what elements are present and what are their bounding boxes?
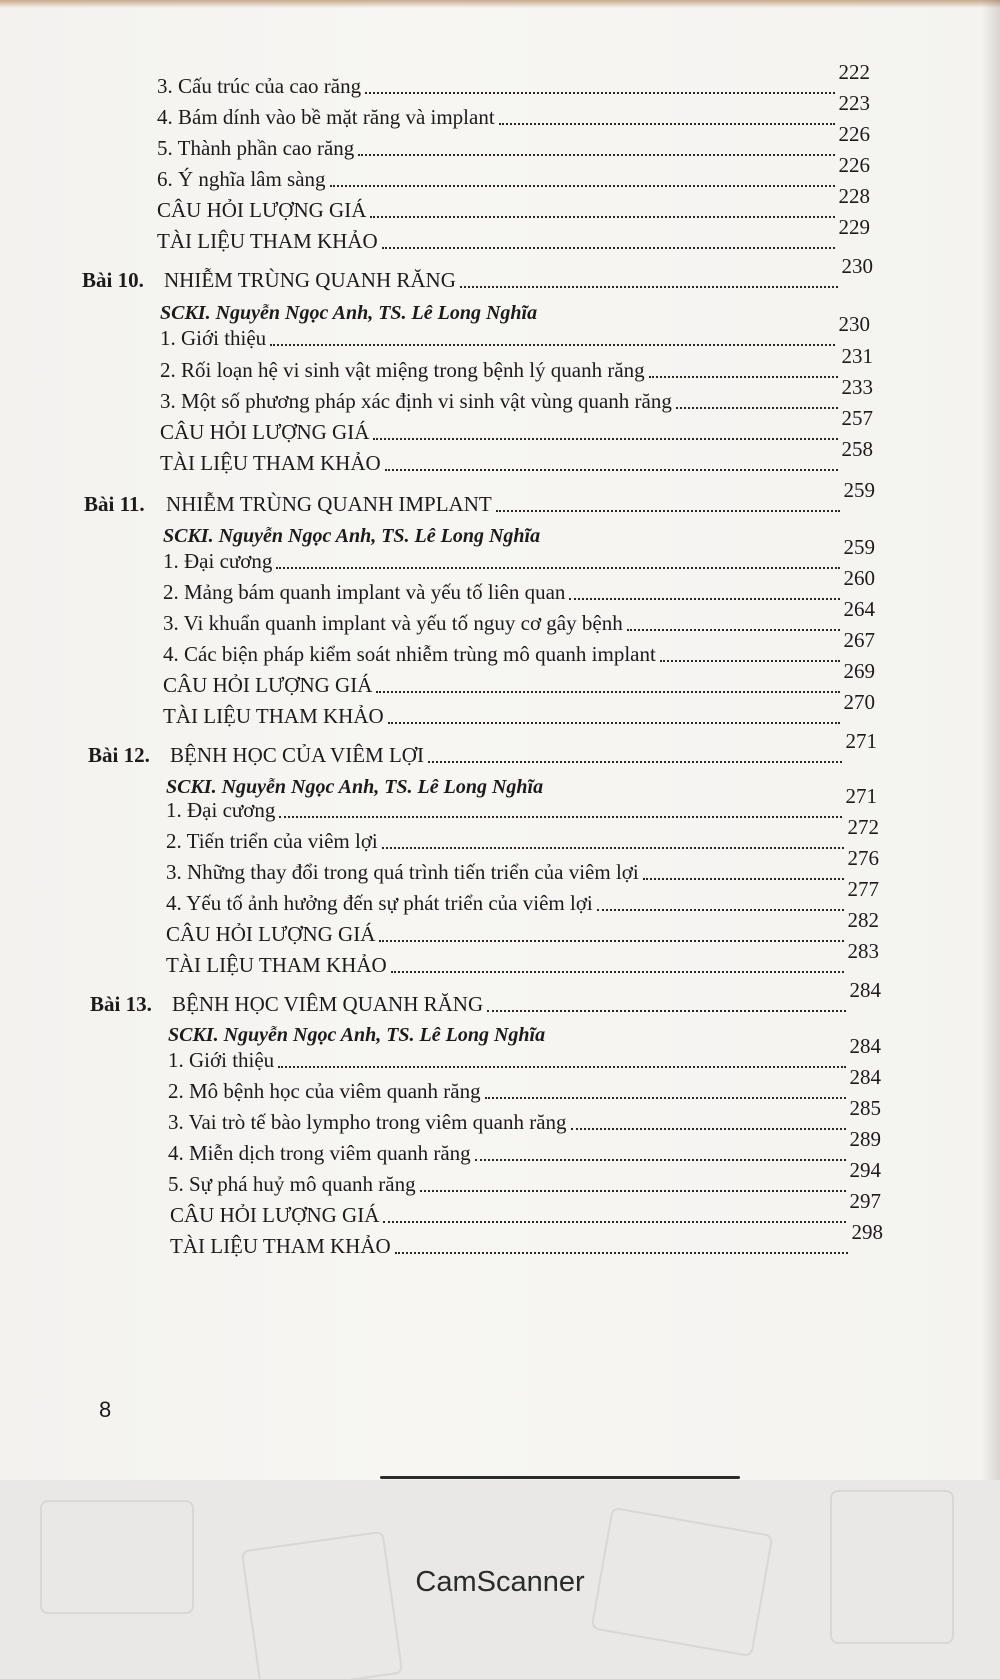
toc-entry-row — [160, 375, 873, 414]
toc-dot-leader — [487, 1010, 845, 1012]
toc-dot-leader — [571, 1128, 846, 1130]
toc-dot-leader — [365, 92, 834, 94]
toc-entry-row — [160, 437, 873, 476]
toc-dot-leader — [627, 629, 840, 631]
toc-dot-leader — [278, 1066, 845, 1068]
toc-page-number: 298 — [851, 1220, 883, 1244]
toc-entry-title: 4. Các biện pháp kiểm soát nhiễm trùng mô quanh implant — [163, 642, 656, 666]
scanner-footer — [0, 1480, 1000, 1679]
toc-entry-title: 3. Vai trò tế bào lympho trong viêm quanh răng — [168, 1110, 567, 1134]
toc-entry-title: 3. Vi khuẩn quanh implant và yếu tố nguy cơ gây bệnh — [163, 611, 623, 635]
toc-page-number: 284 — [849, 978, 881, 1002]
toc-entry-title: 2. Mô bệnh học của viêm quanh răng — [168, 1079, 481, 1103]
toc-dot-leader — [276, 567, 839, 569]
toc-entry-row — [163, 690, 875, 729]
toc-entry-row — [168, 1127, 881, 1166]
toc-dot-leader — [358, 154, 834, 156]
toc-entry-title: 5. Sự phá huỷ mô quanh răng — [168, 1172, 416, 1196]
toc-entry-row — [163, 628, 875, 667]
toc-entry-title: 6. Ý nghĩa lâm sàng — [157, 167, 326, 191]
toc-dot-leader — [279, 816, 841, 818]
toc-dot-leader — [475, 1159, 846, 1161]
toc-dot-leader — [379, 940, 843, 942]
toc-page-number: 270 — [843, 690, 875, 714]
toc-entry-row — [168, 1158, 881, 1197]
toc-dot-leader — [330, 185, 835, 187]
toc-page-number: 282 — [847, 908, 879, 932]
toc-dot-leader — [370, 216, 834, 218]
toc-page-number: 271 — [845, 784, 877, 808]
toc-page-number: 260 — [843, 566, 875, 590]
toc-lesson-number: Bài 12. — [88, 743, 150, 767]
toc-entry-title: TÀI LIỆU THAM KHẢO — [163, 704, 384, 728]
toc-entry-title: CÂU HỎI LƯỢNG GIÁ — [163, 673, 373, 697]
toc-page-number: 285 — [849, 1096, 881, 1120]
toc-dot-leader — [270, 344, 834, 346]
toc-entry-title: 3. Những thay đổi trong quá trình tiến triển của viêm lợi — [166, 860, 639, 884]
toc-lesson-row — [90, 978, 881, 1017]
toc-entry-title: 1. Giới thiệu — [168, 1048, 275, 1072]
toc-entry-title: 2. Tiến triển của viêm lợi — [166, 829, 378, 853]
toc-page-number: 222 — [838, 60, 870, 84]
toc-entry-row — [166, 877, 879, 916]
watermark-page-icon — [241, 1531, 404, 1679]
toc-entry-title: CÂU HỎI LƯỢNG GIÁ — [160, 420, 370, 444]
toc-dot-leader — [382, 247, 835, 249]
toc-page-number: 230 — [841, 254, 873, 278]
toc-dot-leader — [676, 407, 838, 409]
toc-entry-title: 1. Đại cương — [166, 798, 276, 822]
toc-dot-leader — [388, 722, 840, 724]
toc-entry-title: TÀI LIỆU THAM KHẢO — [160, 451, 381, 475]
toc-dot-leader — [649, 376, 838, 378]
toc-entry-row — [170, 1189, 881, 1228]
toc-entry-row — [168, 1065, 881, 1104]
page-bottom-edge — [380, 1476, 740, 1479]
toc-page-number: 231 — [841, 344, 873, 368]
toc-dot-leader — [428, 761, 842, 763]
toc-entry-row — [163, 597, 875, 636]
toc-lesson-number: Bài 10. — [82, 268, 144, 292]
toc-entry-row — [163, 659, 875, 698]
toc-page-number: 264 — [843, 597, 875, 621]
toc-dot-leader — [373, 438, 837, 440]
toc-page-number: 258 — [841, 437, 873, 461]
toc-page-number: 276 — [847, 846, 879, 870]
toc-dot-leader — [385, 469, 838, 471]
toc-page-number: 297 — [849, 1189, 881, 1213]
toc-entry-row — [163, 566, 875, 605]
toc-entry-row — [166, 815, 879, 854]
toc-page-number: 229 — [838, 215, 870, 239]
toc-entry-title: CÂU HỎI LƯỢNG GIÁ — [170, 1203, 380, 1227]
toc-entry-title: 3. Cấu trúc của cao răng — [157, 74, 362, 98]
toc-entry-title: CÂU HỎI LƯỢNG GIÁ — [157, 198, 367, 222]
toc-author: SCKI. Nguyễn Ngọc Anh, TS. Lê Long Nghĩa — [166, 776, 544, 798]
toc-entry-title: 4. Bám dính vào bề mặt răng và implant — [157, 105, 495, 129]
toc-entry-title: 4. Miễn dịch trong viêm quanh răng — [168, 1141, 471, 1165]
toc-dot-leader — [395, 1252, 848, 1254]
toc-dot-leader — [460, 286, 838, 288]
toc-lesson-title: BỆNH HỌC CỦA VIÊM LỢI — [170, 743, 424, 767]
toc-page-number: 284 — [849, 1034, 881, 1058]
toc-dot-leader — [420, 1190, 846, 1192]
toc-entry-row — [157, 215, 870, 254]
toc-lesson-number: Bài 13. — [90, 992, 152, 1016]
toc-page-number: 284 — [849, 1065, 881, 1089]
toc-page-number: 228 — [838, 184, 870, 208]
toc-lesson-title: NHIỄM TRÙNG QUANH IMPLANT — [166, 492, 492, 516]
toc-entry-title: TÀI LIỆU THAM KHẢO — [166, 953, 387, 977]
toc-entry-title: 3. Một số phương pháp xác định vi sinh vật vùng quanh răng — [160, 389, 672, 413]
page-number: 8 — [99, 1397, 112, 1422]
toc-page-number: 269 — [843, 659, 875, 683]
toc-lesson-row — [82, 254, 873, 293]
toc-lesson-number: Bài 11. — [84, 492, 145, 516]
toc-entry-row — [160, 344, 873, 383]
toc-lesson-title: NHIỄM TRÙNG QUANH RĂNG — [164, 268, 456, 292]
toc-entry-title: 2. Mảng bám quanh implant và yếu tố liên quan — [163, 580, 566, 604]
toc-dot-leader — [499, 123, 835, 125]
toc-entry-row — [160, 406, 873, 445]
toc-entry-row — [157, 184, 870, 223]
toc-lesson-title: BỆNH HỌC VIÊM QUANH RĂNG — [172, 992, 484, 1016]
toc-dot-leader — [485, 1097, 846, 1099]
toc-page-number: 233 — [841, 375, 873, 399]
toc-page-number: 277 — [847, 877, 879, 901]
toc-entry-title: TÀI LIỆU THAM KHẢO — [170, 1234, 391, 1258]
toc-dot-leader — [496, 510, 840, 512]
toc-page-number: 289 — [849, 1127, 881, 1151]
toc-dot-leader — [391, 971, 844, 973]
toc-entry-row — [166, 908, 879, 947]
toc-dot-leader — [376, 691, 839, 693]
toc-entry-title: 4. Yếu tố ảnh hưởng đến sự phát triển của viêm lợi — [166, 891, 593, 915]
toc-page-number: 259 — [843, 478, 875, 502]
toc-entry-row — [170, 1220, 883, 1259]
toc-page-number: 257 — [841, 406, 873, 430]
toc-dot-leader — [382, 847, 844, 849]
toc-dot-leader — [660, 660, 840, 662]
toc-page-number: 271 — [845, 729, 877, 753]
toc-entry-row — [157, 122, 870, 161]
toc-dot-leader — [383, 1221, 845, 1223]
toc-page-number: 230 — [838, 312, 870, 336]
toc-lesson-row — [84, 478, 875, 517]
toc-entry-row — [157, 91, 870, 130]
toc-dot-leader — [569, 598, 839, 600]
toc-entry-title: 5. Thành phần cao răng — [157, 136, 355, 160]
toc-entry-row — [157, 153, 870, 192]
toc-page-number: 294 — [849, 1158, 881, 1182]
toc-page-number: 283 — [847, 939, 879, 963]
toc-lesson-row — [88, 729, 877, 768]
toc-entry-title: TÀI LIỆU THAM KHẢO — [157, 229, 378, 253]
camscanner-logo-text: CamScanner — [415, 1566, 585, 1598]
toc-entry-row — [157, 60, 870, 99]
toc-entry-title: CÂU HỎI LƯỢNG GIÁ — [166, 922, 376, 946]
toc-entry-row — [166, 939, 879, 978]
toc-page-number: 226 — [838, 153, 870, 177]
toc-page-number: 223 — [838, 91, 870, 115]
toc-dot-leader — [643, 878, 844, 880]
toc-entry-row — [166, 846, 879, 885]
toc-page-number: 226 — [838, 122, 870, 146]
toc-author: SCKI. Nguyễn Ngọc Anh, TS. Lê Long Nghĩa — [168, 1024, 546, 1046]
toc-dot-leader — [597, 909, 844, 911]
toc-page-number: 259 — [843, 535, 875, 559]
toc-page-number: 267 — [843, 628, 875, 652]
toc-entry-row — [168, 1096, 881, 1135]
toc-entry-title: 1. Giới thiệu — [160, 326, 267, 350]
toc-author: SCKI. Nguyễn Ngọc Anh, TS. Lê Long Nghĩa — [163, 525, 541, 547]
toc-entry-title: 1. Đại cương — [163, 549, 273, 573]
toc-entry-title: 2. Rối loạn hệ vi sinh vật miệng trong bệnh lý quanh răng — [160, 358, 645, 382]
toc-author: SCKI. Nguyễn Ngọc Anh, TS. Lê Long Nghĩa — [160, 302, 538, 324]
toc-page-number: 272 — [847, 815, 879, 839]
